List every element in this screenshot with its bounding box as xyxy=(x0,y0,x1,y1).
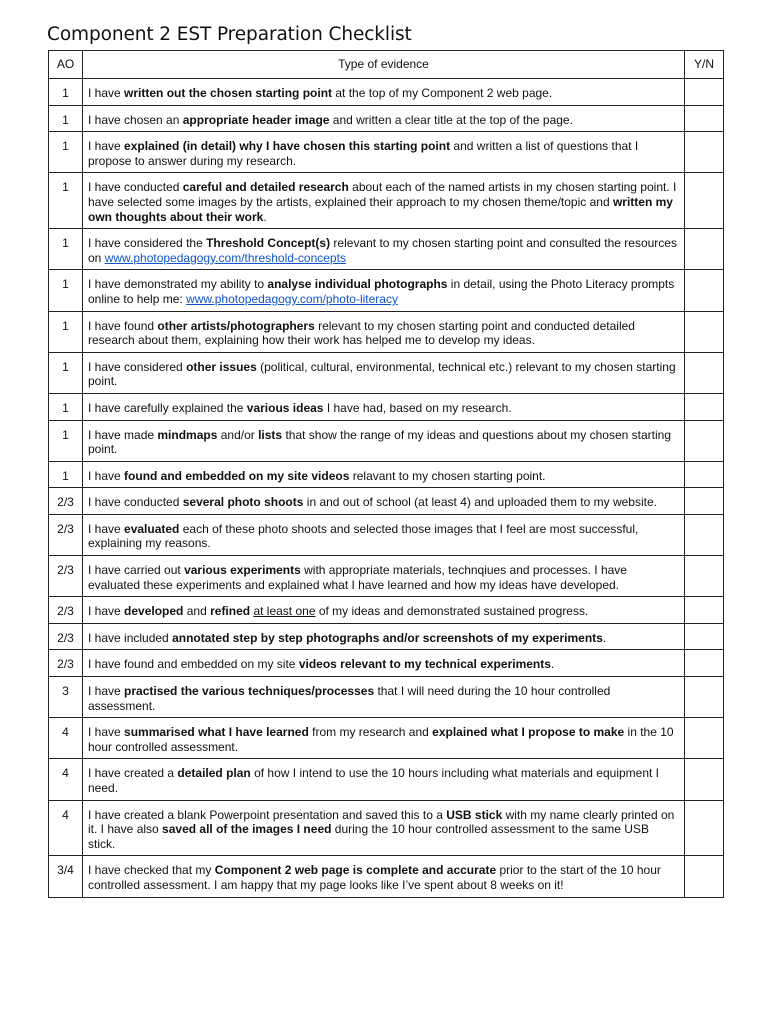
ao-cell: 1 xyxy=(49,420,83,461)
evidence-cell xyxy=(83,718,685,759)
table-row xyxy=(49,352,724,393)
evidence-text: of how I intend to use the 10 hours including what materials and equipment I need. xyxy=(88,766,660,795)
evidence-text: I have included xyxy=(88,630,173,645)
evidence-text: relavant to my chosen starting point. xyxy=(349,468,546,483)
evidence-text: I have xyxy=(88,604,125,619)
evidence-emphasis: analyse individual photographs xyxy=(267,277,448,292)
ao-cell: 1 xyxy=(49,105,83,132)
evidence-text: I have found and embedded on my site xyxy=(88,657,299,672)
evidence-text: . xyxy=(550,657,555,672)
resource-link[interactable]: www.photopedagogy.com/threshold-concepts xyxy=(104,250,346,265)
table-row xyxy=(49,718,724,759)
ao-cell: 1 xyxy=(49,352,83,393)
evidence-emphasis: lists xyxy=(258,427,283,442)
evidence-text: I have xyxy=(88,521,125,536)
evidence-cell xyxy=(83,800,685,856)
evidence-text: . xyxy=(263,209,267,224)
evidence-text: I have xyxy=(88,684,125,699)
evidence-emphasis: summarised what I have learned xyxy=(124,725,309,740)
evidence-text: I have conducted xyxy=(88,495,183,510)
evidence-text: in the 10 hour controlled assessment. xyxy=(88,725,674,754)
ao-cell: 2/3 xyxy=(49,623,83,650)
evidence-text: I have checked that my xyxy=(88,863,215,878)
table-row xyxy=(49,623,724,650)
evidence-emphasis: practised the various techniques/processes xyxy=(124,684,375,699)
yn-checkbox-cell[interactable] xyxy=(685,597,724,624)
evidence-cell xyxy=(83,79,685,106)
evidence-emphasis: mindmaps xyxy=(157,427,218,442)
evidence-emphasis: various experiments xyxy=(184,563,301,578)
ao-cell: 4 xyxy=(49,718,83,759)
ao-cell: 1 xyxy=(49,79,83,106)
yn-checkbox-cell[interactable] xyxy=(685,420,724,461)
evidence-text: that show the range of my ideas and questions about my chosen starting point. xyxy=(88,427,672,457)
evidence-emphasis: videos relevant to my technical experiments xyxy=(298,657,551,672)
evidence-text: and written a list of questions that I propose to answer during my research. xyxy=(88,139,639,168)
evidence-text: with my name clearly printed on it. I have also xyxy=(88,807,675,837)
ao-cell: 2/3 xyxy=(49,597,83,624)
evidence-cell xyxy=(83,173,685,229)
yn-checkbox-cell[interactable] xyxy=(685,352,724,393)
evidence-text: from my research and xyxy=(308,725,433,740)
evidence-cell xyxy=(83,677,685,718)
table-row xyxy=(49,79,724,106)
yn-checkbox-cell[interactable] xyxy=(685,514,724,555)
ao-cell: 4 xyxy=(49,800,83,856)
checklist-table xyxy=(48,50,724,898)
evidence-text: that I will need during the 10 hour controlled assessment. xyxy=(88,684,611,713)
evidence-text: I have created a blank Powerpoint presentation and saved this to a xyxy=(88,807,447,822)
table-row xyxy=(49,597,724,624)
evidence-emphasis: explained (in detail) why I have chosen this starting point xyxy=(124,139,451,154)
evidence-emphasis: annotated step by step photographs and/or screenshots of my experiments xyxy=(172,630,603,645)
evidence-text: at least one xyxy=(253,604,316,619)
evidence-cell xyxy=(83,229,685,270)
ao-cell: 1 xyxy=(49,132,83,173)
evidence-cell xyxy=(83,514,685,555)
evidence-cell xyxy=(83,352,685,393)
ao-cell: 4 xyxy=(49,759,83,800)
evidence-text: I have made xyxy=(88,427,158,442)
evidence-cell xyxy=(83,393,685,420)
evidence-cell xyxy=(83,488,685,515)
ao-cell: 1 xyxy=(49,270,83,311)
evidence-cell xyxy=(83,105,685,132)
evidence-text: I have carefully explained the xyxy=(88,400,247,415)
ao-cell: 1 xyxy=(49,311,83,352)
table-row xyxy=(49,420,724,461)
evidence-text: (political, cultural, environmental, technical etc.) relevant to my chosen starting point. xyxy=(88,359,676,389)
evidence-emphasis: found and embedded on my site videos xyxy=(124,468,350,483)
evidence-text: relevant to my chosen starting point and consulted the resources on xyxy=(88,236,677,265)
table-row xyxy=(49,677,724,718)
table-row xyxy=(49,856,724,897)
evidence-text: I have xyxy=(88,139,125,154)
evidence-text: and xyxy=(183,604,211,619)
yn-checkbox-cell[interactable] xyxy=(685,677,724,718)
yn-checkbox-cell[interactable] xyxy=(685,759,724,800)
evidence-emphasis: evaluated xyxy=(124,521,180,536)
ao-cell: 1 xyxy=(49,461,83,488)
table-row xyxy=(49,132,724,173)
evidence-emphasis: written out the chosen starting point xyxy=(124,86,333,100)
evidence-text: relevant to my chosen starting point and conducted detailed research about them, explaining how their work has helped me to develop my ideas. xyxy=(88,318,635,348)
ao-cell: 2/3 xyxy=(49,488,83,515)
table-row xyxy=(49,461,724,488)
evidence-cell xyxy=(83,556,685,597)
evidence-text: I have conducted xyxy=(88,180,183,195)
evidence-text: I have carried out xyxy=(88,563,185,578)
evidence-emphasis: other artists/photographers xyxy=(157,318,315,333)
evidence-text: I have considered the xyxy=(88,236,207,251)
yn-checkbox-cell[interactable] xyxy=(685,718,724,759)
evidence-text: during the 10 hour controlled assessment to the same USB stick. xyxy=(88,822,649,851)
evidence-text: . xyxy=(602,630,607,645)
page-title: Component 2 EST Preparation Checklist xyxy=(47,24,412,45)
evidence-cell xyxy=(83,597,685,624)
evidence-cell xyxy=(83,759,685,800)
yn-checkbox-cell[interactable] xyxy=(685,800,724,856)
evidence-text: I have considered xyxy=(88,359,187,374)
evidence-text: I have demonstrated my ability to xyxy=(88,277,268,292)
evidence-emphasis: other issues xyxy=(186,359,257,374)
yn-checkbox-cell[interactable] xyxy=(685,105,724,132)
yn-checkbox-cell[interactable] xyxy=(685,856,724,897)
evidence-emphasis: careful and detailed research xyxy=(182,180,349,195)
table-row xyxy=(49,800,724,856)
yn-checkbox-cell[interactable] xyxy=(685,79,724,106)
evidence-emphasis: saved all of the images I need xyxy=(162,822,332,837)
evidence-emphasis: several photo shoots xyxy=(182,495,304,510)
header-evidence: Type of evidence xyxy=(83,51,685,79)
yn-checkbox-cell[interactable] xyxy=(685,132,724,173)
evidence-text: I have had, based on my research. xyxy=(323,400,512,415)
yn-checkbox-cell[interactable] xyxy=(685,623,724,650)
table-row xyxy=(49,488,724,515)
ao-cell: 2/3 xyxy=(49,650,83,677)
table-row xyxy=(49,311,724,352)
table-row xyxy=(49,514,724,555)
header-ao: AO xyxy=(49,51,83,79)
header-row xyxy=(49,51,724,79)
evidence-emphasis: developed xyxy=(124,604,184,619)
evidence-emphasis: Threshold Concept(s) xyxy=(206,236,331,251)
evidence-text: prior to the start of the 10 hour controlled assessment. I am happy that my page looks like I’ve spent about 8 weeks on it! xyxy=(88,863,661,892)
evidence-emphasis: written my own thoughts about their work xyxy=(88,194,673,224)
table-row xyxy=(49,556,724,597)
evidence-emphasis: explained what I propose to make xyxy=(432,725,625,740)
evidence-text: I have xyxy=(88,86,125,100)
evidence-text: I have chosen an xyxy=(88,112,183,127)
yn-checkbox-cell[interactable] xyxy=(685,270,724,311)
yn-checkbox-cell[interactable] xyxy=(685,461,724,488)
yn-checkbox-cell[interactable] xyxy=(685,229,724,270)
evidence-text: in and out of school (at least 4) and uploaded them to my website. xyxy=(303,495,657,510)
evidence-text: I have found xyxy=(88,318,158,333)
evidence-text: at the top of my Component 2 web page. xyxy=(332,86,553,100)
table-row xyxy=(49,270,724,311)
ao-cell: 1 xyxy=(49,229,83,270)
yn-checkbox-cell[interactable] xyxy=(685,393,724,420)
evidence-emphasis: various ideas xyxy=(246,400,324,415)
table-row xyxy=(49,650,724,677)
yn-checkbox-cell[interactable] xyxy=(685,173,724,229)
ao-cell: 3 xyxy=(49,677,83,718)
evidence-text: and written a clear title at the top of the page. xyxy=(329,112,573,127)
resource-link[interactable]: www.photopedagogy.com/photo-literacy xyxy=(186,291,398,306)
table-row xyxy=(49,393,724,420)
evidence-cell xyxy=(83,461,685,488)
evidence-text: with appropriate materials, technqiues and processes. I have evaluated these experiments and explained what I have learned and how my ideas have developed. xyxy=(88,563,627,592)
evidence-text: I have created a xyxy=(88,766,178,781)
evidence-text: and/or xyxy=(217,427,259,442)
ao-cell: 2/3 xyxy=(49,514,83,555)
evidence-text: about each of the named artists in my chosen starting point. I have selected some images by the artists, explained their approach to my chosen theme/topic and xyxy=(88,180,677,209)
evidence-cell xyxy=(83,132,685,173)
evidence-emphasis: Component 2 web page is complete and accurate xyxy=(214,863,497,878)
evidence-cell xyxy=(83,650,685,677)
ao-cell: 2/3 xyxy=(49,556,83,597)
yn-checkbox-cell[interactable] xyxy=(685,488,724,515)
yn-checkbox-cell[interactable] xyxy=(685,556,724,597)
table-row xyxy=(49,759,724,800)
evidence-cell xyxy=(83,856,685,897)
ao-cell: 3/4 xyxy=(49,856,83,897)
evidence-text: I have xyxy=(88,725,125,740)
evidence-cell xyxy=(83,623,685,650)
evidence-emphasis: refined xyxy=(210,604,251,619)
yn-checkbox-cell[interactable] xyxy=(685,311,724,352)
evidence-text: in detail, using the Photo Literacy prompts online to help me: xyxy=(88,277,675,306)
ao-cell: 1 xyxy=(49,393,83,420)
yn-checkbox-cell[interactable] xyxy=(685,650,724,677)
evidence-emphasis: appropriate header image xyxy=(182,112,330,127)
ao-cell: 1 xyxy=(49,173,83,229)
evidence-emphasis: detailed plan xyxy=(177,766,251,781)
evidence-text: each of these photo shoots and selected those images that I feel are most successful, explaining my reasons. xyxy=(88,521,639,551)
evidence-cell xyxy=(83,270,685,311)
table-row xyxy=(49,173,724,229)
header-yn: Y/N xyxy=(685,51,724,79)
table-row xyxy=(49,105,724,132)
evidence-text: I have xyxy=(88,468,125,483)
table-row xyxy=(49,229,724,270)
evidence-cell xyxy=(83,311,685,352)
evidence-text: of my ideas and demonstrated sustained progress. xyxy=(315,604,589,619)
evidence-cell xyxy=(83,420,685,461)
evidence-emphasis: USB stick xyxy=(446,807,503,822)
